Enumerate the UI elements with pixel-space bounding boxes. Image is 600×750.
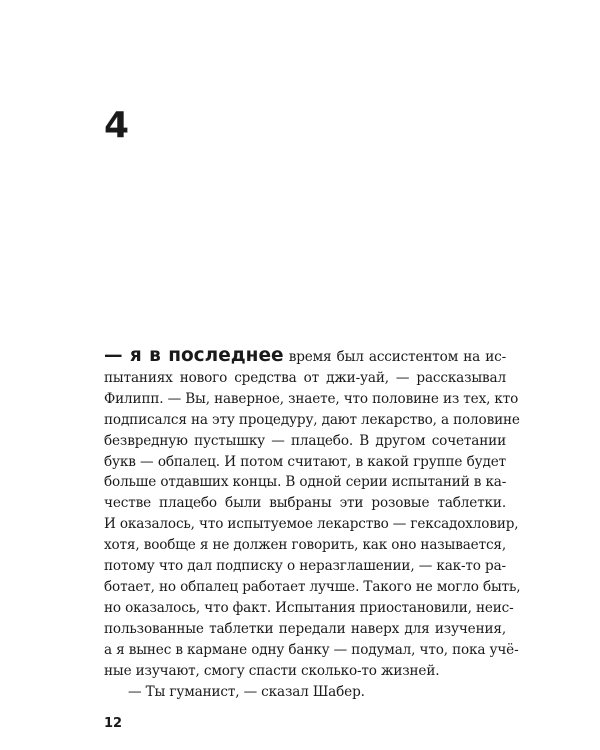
text-line: ные изучают, смогу спасти сколько-то жизней. xyxy=(104,662,440,679)
chapter-number: 4 xyxy=(104,105,130,146)
text-line: а я вынес в кармане одну банку — подумал, что, пока учё- xyxy=(104,641,519,658)
text-line: пользованные таблетки передали наверх для изучения, xyxy=(104,620,506,637)
text-line: подписался на эту процедуру, дают лекарство, а половине xyxy=(104,411,520,428)
lead-in: — я в последнее xyxy=(104,345,284,366)
text-line: ботает, но обпалец работает лучше. Такого не могло быть, xyxy=(104,578,521,595)
text-line: безвредную пустышку — плацебо. В другом сочетании xyxy=(104,432,506,449)
text-line: И оказалось, что испытуемое лекарство — гексадохловир, xyxy=(104,516,519,533)
text-line: честве плацебо были выбраны эти розовые таблетки. xyxy=(104,495,506,512)
body-text xyxy=(104,345,521,702)
paragraph xyxy=(104,345,521,682)
text-line: больше отдавших концы. В одной серии испытаний в ка- xyxy=(104,474,507,491)
text-line: хотя, вообще я не должен говорить, как оно называется, xyxy=(104,537,507,554)
dialogue-line: — Ты гуманист, — сказал Шабер. xyxy=(128,683,365,700)
text-line: Филипп. — Вы, наверное, знаете, что половине из тех, кто xyxy=(104,390,519,407)
text-line: — я в последнее время был ассистентом на ис- xyxy=(104,345,507,366)
text-line: пытаниях нового средства от джи-уай, — рассказывал xyxy=(104,369,506,386)
page-number: 12 xyxy=(104,716,123,731)
text-line: но оказалось, что факт. Испытания приостановили, неис- xyxy=(104,599,514,616)
text-line: потому что дал подписку о неразглашении, — как-то ра- xyxy=(104,558,506,575)
text-line: букв — обпалец. И потом считают, в какой группе будет xyxy=(104,453,506,470)
